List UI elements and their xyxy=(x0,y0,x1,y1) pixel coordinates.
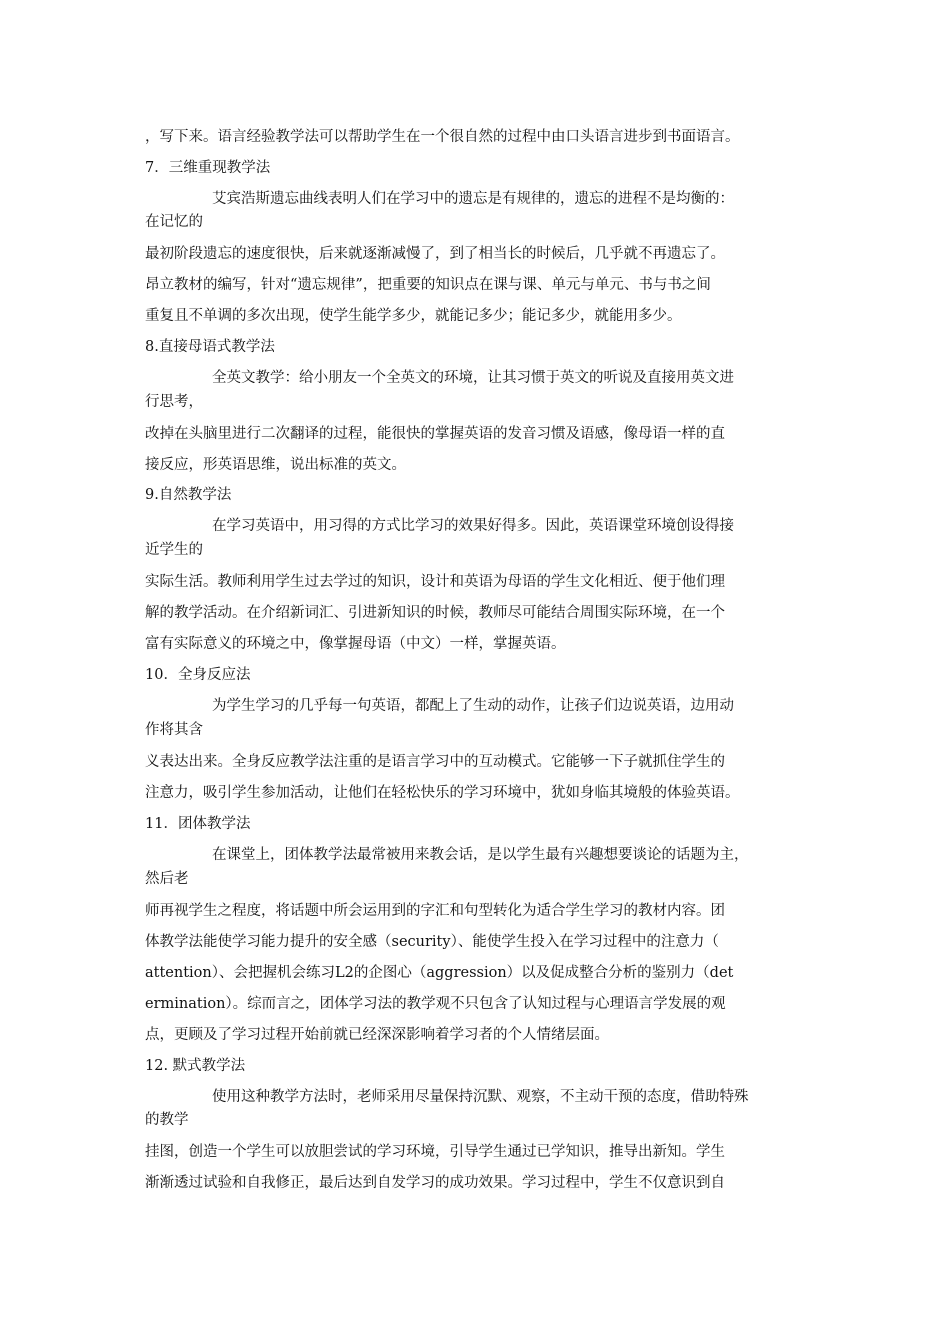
text-line: ermination）。综而言之，团体学习法的教学观不只包含了认知过程与心理语言学发展的观 xyxy=(145,996,726,1012)
text-line: attention）、会把握机会练习L2的企图心（aggression）以及促成整合分析的鉴别力（det xyxy=(145,965,734,981)
section-heading: 11．团体教学法 xyxy=(145,816,251,832)
text-line: 在课堂上，团体教学法最常被用来教会话，是以学生最有兴趣想要谈论的话题为主， xyxy=(212,847,749,863)
text-line: 作将其含 xyxy=(145,722,203,738)
text-line: 接反应，形英语思维，说出标准的英文。 xyxy=(145,457,406,473)
text-line: 近学生的 xyxy=(145,542,203,558)
text-line: 最初阶段遗忘的速度很快，后来就逐渐减慢了，到了相当长的时候后，几乎就不再遗忘了。 xyxy=(145,246,725,262)
text-line: 改掉在头脑里进行二次翻译的过程，能很快的掌握英语的发音习惯及语感，像母语一样的直 xyxy=(145,426,725,442)
text-line: 解的教学活动。在介绍新词汇、引进新知识的时候，教师尽可能结合周围实际环境，在一个 xyxy=(145,605,725,621)
section-heading: 12. 默式教学法 xyxy=(145,1058,246,1074)
text-line: ，写下来。语言经验教学法可以帮助学生在一个很自然的过程中由口头语言进步到书面语言。 xyxy=(145,129,740,145)
text-line: 实际生活。教师利用学生过去学过的知识，设计和英语为母语的学生文化相近、便于他们理 xyxy=(145,574,725,590)
section-heading: 8.直接母语式教学法 xyxy=(145,339,275,355)
text-line: 渐渐透过试验和自我修正，最后达到自发学习的成功效果。学习过程中，学生不仅意识到自 xyxy=(145,1175,725,1191)
text-line: 义表达出来。全身反应教学法注重的是语言学习中的互动模式。它能够一下子就抓住学生的 xyxy=(145,754,725,770)
text-line: 昂立教材的编写，针对“遗忘规律”，把重要的知识点在课与课、单元与单元、书与书之间 xyxy=(145,277,711,293)
text-line: 为学生学习的几乎每一句英语，都配上了生动的动作，让孩子们边说英语，边用动 xyxy=(212,698,734,714)
text-line: 富有实际意义的环境之中，像掌握母语（中文）一样，掌握英语。 xyxy=(145,636,566,652)
text-line: 挂图，创造一个学生可以放胆尝试的学习环境，引导学生通过已学知识，推导出新知。学生 xyxy=(145,1144,725,1160)
text-line: 行思考， xyxy=(145,394,203,410)
text-line: 体教学法能使学习能力提升的安全感（security）、能使学生投入在学习过程中的注意力（ xyxy=(145,934,719,950)
section-heading: 7．三维重现教学法 xyxy=(145,160,271,176)
text-line: 在记忆的 xyxy=(145,214,203,230)
text-line: 在学习英语中，用习得的方式比学习的效果好得多。因此，英语课堂环境创设得接 xyxy=(212,518,734,534)
section-heading: 9.自然教学法 xyxy=(145,487,232,503)
text-line: 然后老 xyxy=(145,871,189,887)
text-line: 点，更顾及了学习过程开始前就已经深深影响着学习者的个人情绪层面。 xyxy=(145,1027,609,1043)
text-line: 的教学 xyxy=(145,1112,189,1128)
text-line: 使用这种教学方法时，老师采用尽量保持沉默、观察，不主动干预的态度，借助特殊 xyxy=(212,1089,749,1105)
text-line: 全英文教学：给小朋友一个全英文的环境，让其习惯于英文的听说及直接用英文进 xyxy=(212,370,734,386)
text-line: 重复且不单调的多次出现，使学生能学多少，就能记多少；能记多少，就能用多少。 xyxy=(145,308,682,324)
text-line: 师再视学生之程度，将话题中所会运用到的字汇和句型转化为适合学生学习的教材内容。团 xyxy=(145,903,725,919)
text-line: 注意力，吸引学生参加活动，让他们在轻松快乐的学习环境中，犹如身临其境般的体验英语。 xyxy=(145,785,740,801)
text-line: 艾宾浩斯遗忘曲线表明人们在学习中的遗忘是有规律的，遗忘的进程不是均衡的： xyxy=(212,191,734,207)
section-heading: 10．全身反应法 xyxy=(145,667,251,683)
